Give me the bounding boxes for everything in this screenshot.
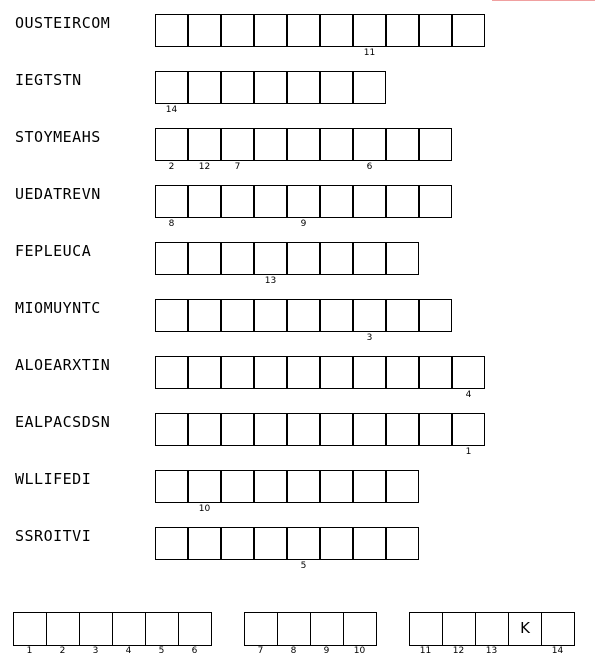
clue-number: 12 [198, 162, 211, 172]
letter-box[interactable] [188, 185, 221, 218]
word-row [0, 14, 595, 58]
word-row [0, 413, 595, 457]
letter-box[interactable] [320, 356, 353, 389]
letter-box[interactable] [254, 128, 287, 161]
letter-box[interactable] [188, 71, 221, 104]
letter-box[interactable] [155, 527, 188, 560]
letter-box[interactable] [386, 242, 419, 275]
letter-box[interactable] [254, 14, 287, 47]
final-letter-box[interactable] [475, 612, 509, 646]
final-letter-box[interactable] [343, 612, 377, 646]
letter-box[interactable] [320, 527, 353, 560]
letter-box[interactable] [155, 71, 188, 104]
final-letter-box[interactable] [178, 612, 212, 646]
letter-box[interactable] [320, 413, 353, 446]
letter-box[interactable] [254, 299, 287, 332]
letter-box[interactable] [155, 185, 188, 218]
letter-box[interactable] [320, 128, 353, 161]
final-letter-box[interactable] [277, 612, 311, 646]
letter-box[interactable] [386, 527, 419, 560]
letter-box[interactable] [221, 242, 254, 275]
letter-box[interactable] [188, 14, 221, 47]
letter-box[interactable] [254, 71, 287, 104]
scrambled-word: WLLIFEDI [15, 470, 92, 488]
letter-box[interactable] [353, 299, 386, 332]
letter-box[interactable] [419, 356, 452, 389]
scrambled-word: IEGTSTN [15, 71, 82, 89]
letter-box[interactable] [254, 185, 287, 218]
final-position-number: 6 [191, 646, 198, 656]
final-letter-box[interactable] [244, 612, 278, 646]
final-position-number: 1 [26, 646, 33, 656]
letter-box[interactable] [287, 185, 320, 218]
word-row [0, 527, 595, 571]
clue-number: 13 [264, 276, 277, 286]
clue-number: 9 [300, 219, 307, 229]
letter-box[interactable] [353, 242, 386, 275]
word-row [0, 185, 595, 229]
letter-box[interactable] [221, 14, 254, 47]
letter-box[interactable] [155, 299, 188, 332]
letter-box[interactable] [254, 413, 287, 446]
final-letter-box[interactable] [112, 612, 146, 646]
clue-number: 1 [465, 447, 472, 457]
final-position-number: 7 [257, 646, 264, 656]
final-position-number: 9 [323, 646, 330, 656]
scrambled-word: UEDATREVN [15, 185, 101, 203]
letter-box[interactable] [221, 470, 254, 503]
letter-box[interactable] [353, 470, 386, 503]
letter-box[interactable] [419, 185, 452, 218]
scrambled-word: STOYMEAHS [15, 128, 101, 146]
letter-box[interactable] [221, 71, 254, 104]
letter-box[interactable] [155, 242, 188, 275]
final-letter-box[interactable]: K [508, 612, 542, 646]
letter-box[interactable] [320, 185, 353, 218]
letter-box[interactable] [386, 299, 419, 332]
letter-box[interactable] [386, 356, 419, 389]
letter-box[interactable] [353, 128, 386, 161]
letter-box[interactable] [287, 14, 320, 47]
word-row [0, 128, 595, 172]
letter-box[interactable] [254, 356, 287, 389]
letter-box[interactable] [320, 299, 353, 332]
clue-number: 6 [366, 162, 373, 172]
letter-box[interactable] [155, 470, 188, 503]
letter-box[interactable] [221, 356, 254, 389]
letter-box[interactable] [287, 470, 320, 503]
letter-box[interactable] [386, 128, 419, 161]
letter-box[interactable] [188, 242, 221, 275]
clue-number: 5 [300, 561, 307, 571]
letter-box[interactable] [320, 14, 353, 47]
letter-box[interactable] [386, 413, 419, 446]
letter-box[interactable] [155, 356, 188, 389]
word-row [0, 71, 595, 115]
clue-number: 7 [234, 162, 241, 172]
scrambled-word: OUSTEIRCOM [15, 14, 111, 32]
letter-box[interactable] [188, 299, 221, 332]
clue-number: 2 [168, 162, 175, 172]
letter-box[interactable] [386, 14, 419, 47]
letter-box[interactable] [221, 299, 254, 332]
letter-box[interactable] [287, 413, 320, 446]
letter-box[interactable] [353, 71, 386, 104]
letter-box[interactable] [188, 413, 221, 446]
final-letter-box[interactable] [13, 612, 47, 646]
letter-box[interactable] [419, 299, 452, 332]
clue-number: 4 [465, 390, 472, 400]
letter-box[interactable] [188, 470, 221, 503]
final-letter-box[interactable] [310, 612, 344, 646]
scrambled-word: SSROITVI [15, 527, 92, 545]
letter-box[interactable] [386, 470, 419, 503]
scrambled-word: ALOEARXTIN [15, 356, 111, 374]
letter-box[interactable] [221, 527, 254, 560]
letter-box[interactable] [254, 242, 287, 275]
letter-box[interactable] [287, 299, 320, 332]
letter-box[interactable] [155, 413, 188, 446]
letter-box[interactable] [452, 413, 485, 446]
letter-box[interactable] [221, 128, 254, 161]
letter-box[interactable] [155, 14, 188, 47]
top-accent-line [492, 0, 595, 1]
final-letter-box[interactable] [409, 612, 443, 646]
letter-box[interactable] [221, 413, 254, 446]
letter-box[interactable] [287, 242, 320, 275]
letter-box[interactable] [353, 185, 386, 218]
final-letter-box[interactable] [541, 612, 575, 646]
clue-number: 11 [363, 48, 376, 58]
clue-number: 3 [366, 333, 373, 343]
letter-box[interactable] [320, 242, 353, 275]
final-letter-box[interactable] [46, 612, 80, 646]
letter-box[interactable] [353, 413, 386, 446]
letter-box[interactable] [221, 185, 254, 218]
final-position-number: 3 [92, 646, 99, 656]
final-position-number: 5 [158, 646, 165, 656]
final-position-number: 12 [452, 646, 465, 656]
letter-box[interactable] [287, 356, 320, 389]
letter-box[interactable] [287, 128, 320, 161]
scrambled-word: EALPACSDSN [15, 413, 111, 431]
word-row [0, 356, 595, 400]
letter-box[interactable] [353, 527, 386, 560]
final-position-number: 11 [419, 646, 432, 656]
letter-box[interactable] [353, 356, 386, 389]
letter-box[interactable] [188, 527, 221, 560]
letter-box[interactable] [419, 14, 452, 47]
scrambled-word: MIOMUYNTC [15, 299, 101, 317]
letter-box[interactable] [320, 470, 353, 503]
letter-box[interactable] [254, 470, 287, 503]
letter-box[interactable] [287, 71, 320, 104]
letter-box[interactable] [188, 356, 221, 389]
letter-box[interactable] [320, 71, 353, 104]
word-row [0, 470, 595, 514]
letter-box[interactable] [452, 356, 485, 389]
clue-number: 10 [198, 504, 211, 514]
letter-box[interactable] [419, 128, 452, 161]
letter-box[interactable] [386, 185, 419, 218]
final-position-number: 4 [125, 646, 132, 656]
letter-box[interactable] [155, 128, 188, 161]
final-position-number: 14 [551, 646, 564, 656]
letter-box[interactable] [287, 527, 320, 560]
clue-number: 8 [168, 219, 175, 229]
final-position-number: 8 [290, 646, 297, 656]
letter-box[interactable] [188, 128, 221, 161]
final-position-number: 10 [353, 646, 366, 656]
scrambled-word: FEPLEUCA [15, 242, 92, 260]
final-letter-box[interactable] [145, 612, 179, 646]
letter-box[interactable] [419, 413, 452, 446]
word-row [0, 299, 595, 343]
letter-box[interactable] [254, 527, 287, 560]
final-letter-box[interactable] [442, 612, 476, 646]
letter-box[interactable] [353, 14, 386, 47]
letter-box[interactable] [452, 14, 485, 47]
final-position-number: 2 [59, 646, 66, 656]
clue-number: 14 [165, 105, 178, 115]
final-letter-box[interactable] [79, 612, 113, 646]
word-row [0, 242, 595, 286]
final-position-number: 13 [485, 646, 498, 656]
